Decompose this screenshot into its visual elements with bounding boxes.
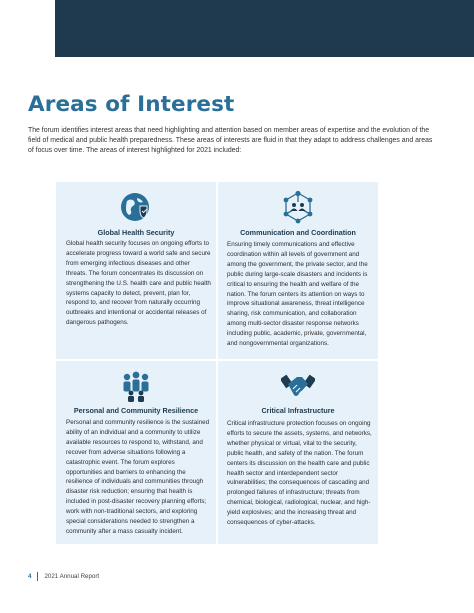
intro-paragraph: The forum identifies interest areas that need highlighting and attention based on member areas of expertise and the evolution of the field of medical and public health preparedness. These areas of interests are fluid in that they adapt to address challenges and areas of focus over time. The areas of interest highlighted for 2021 included: bbox=[28, 127, 433, 155]
card-critical-infrastructure bbox=[218, 361, 378, 544]
card-title: Communication and Coordination bbox=[240, 228, 356, 237]
network-people-icon bbox=[281, 190, 315, 224]
card-body: Personal and community resilience is the sustained ability of an individual and a community to utilize available resources to respond to, withstand, and recover from adverse situations following a catastrophic event. The forum explores opportunities and barriers to enhancing the resilience of individuals and communities through disaster risk reduction; ensuring that health is included in post-disaster recovery planning efforts; work with non-traditional sectors, and exploring special considerations needed to strengthen a community after a mass casualty incident. bbox=[66, 419, 210, 535]
card-communication-coordination bbox=[218, 182, 378, 359]
page-title: Areas of Interest bbox=[28, 92, 235, 117]
footer-divider bbox=[37, 572, 38, 581]
community-people-icon bbox=[119, 369, 153, 403]
header-band bbox=[55, 0, 474, 57]
handshake-icon bbox=[281, 369, 315, 403]
card-title: Critical Infrastructure bbox=[261, 406, 335, 415]
page-number: 4 bbox=[28, 572, 32, 580]
page-footer bbox=[28, 571, 99, 581]
card-title: Personal and Community Resilience bbox=[73, 406, 199, 415]
card-body: Global health security focuses on ongoing efforts to accelerate progress toward a world safe and secure from emerging infectious diseases and other threats. The forum concentrates its discussion on strengthening the U.S. health care and public health systems capacity to detect, prevent, plan for, respond to, and recover from naturally occurring outbreaks and intentional or accidental releases of dangerous pathogens. bbox=[66, 240, 211, 327]
globe-shield-icon bbox=[119, 190, 153, 224]
card-title: Global Health Security bbox=[97, 228, 175, 237]
card-body: Critical infrastructure protection focuses on ongoing efforts to secure the assets, systems, and networks, whether physical or virtual, vital to the security, public health, and safety of the nation. The forum centers its discussion on the health care and public health sector and interdependent sector vulnerabilities; the consequences of cascading and prolonged failures of infrastructure; threats from chemical, biological, radiological, nuclear, and high-yield explosives; and the increasing threat and consequences of cyber-attacks. bbox=[227, 420, 372, 527]
report-name: 2021 Annual Report bbox=[44, 572, 100, 580]
card-personal-community-resilience bbox=[56, 361, 216, 544]
card-global-health-security bbox=[56, 182, 216, 359]
card-body: Ensuring timely communications and effective coordination within all levels of government and among the government, the private sector, and the public during large-scale disasters and incidents is critical to ensuring the health and welfare of the nation. The forum centers its attention on ways to improve situational awareness, threat intelligence sharing, risk communication, and collaboration among multi-sector disaster response networks including public, academic, private, governmental, and nongovernmental organizations. bbox=[227, 241, 368, 348]
